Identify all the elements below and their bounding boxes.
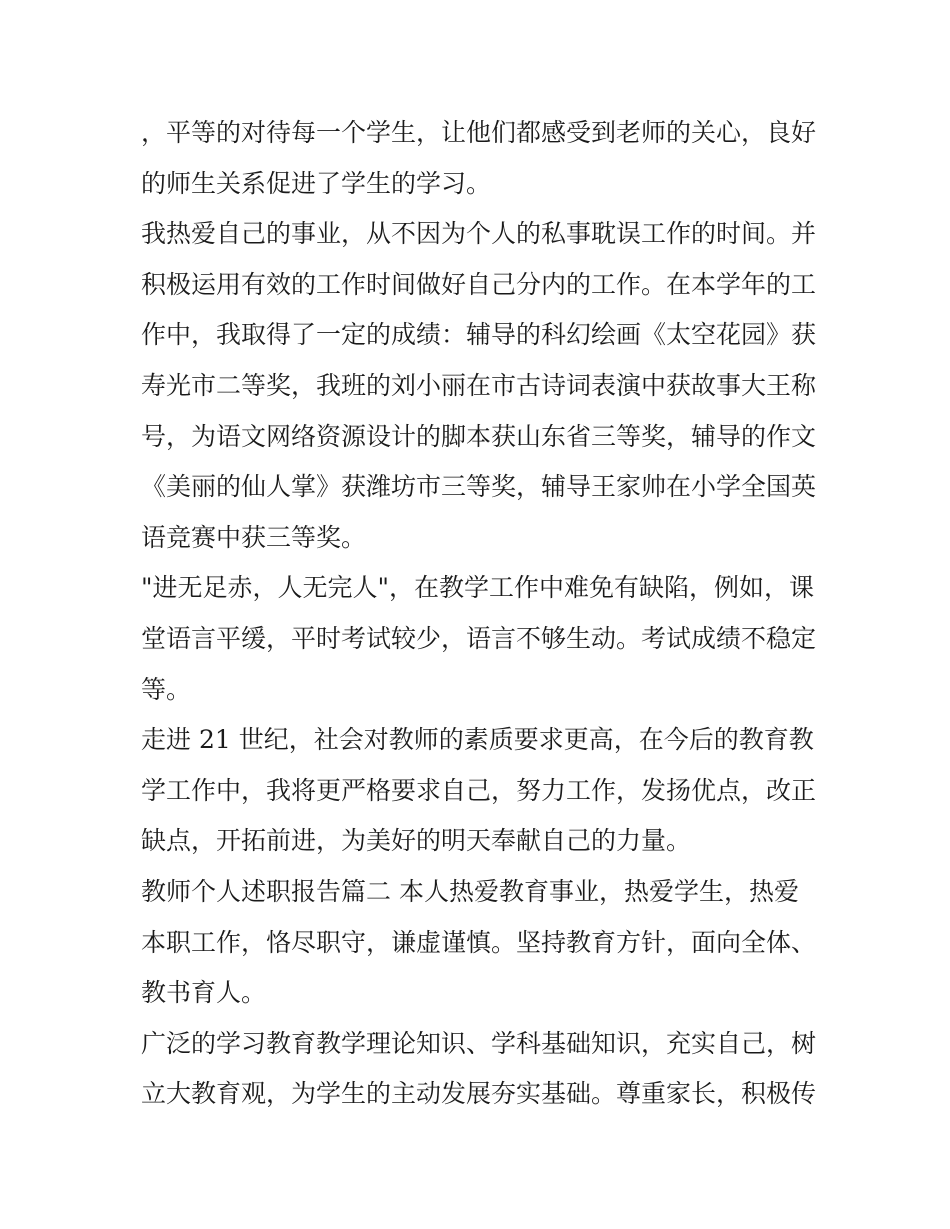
text-line: 广泛的学习教育教学理论知识、学科基础知识，充实自己，树 — [141, 1028, 817, 1058]
text-line: 我热爱自己的事业，从不因为个人的私事耽误工作的时间。并 — [141, 219, 817, 249]
text-line: ，平等的对待每一个学生，让他们都感受到老师的关心，良好 — [141, 118, 817, 147]
text-line: 等。 — [141, 674, 192, 704]
text-line: 本职工作，恪尽职守，谦虚谨慎。坚持教育方针，面向全体、 — [141, 927, 817, 957]
text-line: 教书育人。 — [141, 978, 267, 1008]
text-line: 《美丽的仙人掌》获潍坊市三等奖，辅导王家帅在小学全国英 — [141, 472, 817, 502]
text-line: "进无足赤，人无完人"，在教学工作中难免有缺陷，例如，课 — [141, 573, 815, 603]
text-line: 号，为语文网络资源设计的脚本获山东省三等奖，辅导的作文 — [141, 421, 817, 451]
text-line: 积极运用有效的工作时间做好自己分内的工作。在本学年的工 — [141, 269, 817, 299]
text-line: 教师个人述职报告篇二 本人热爱教育事业，热爱学生，热爱 — [141, 876, 799, 906]
body-text — [141, 108, 821, 1120]
text-line: 的师生关系促进了学生的学习。 — [141, 168, 492, 198]
text-line: 语竞赛中获三等奖。 — [141, 522, 367, 552]
text-line: 走进 21 世纪，社会对教师的素质要求更高，在今后的教育教 — [141, 725, 814, 755]
text-line: 立大教育观，为学生的主动发展夯实基础。尊重家长，积极传 — [141, 1079, 817, 1109]
text-line: 缺点，开拓前进，为美好的明天奉献自己的力量。 — [141, 826, 692, 856]
text-line: 堂语言平缓，平时考试较少，语言不够生动。考试成绩不稳定 — [141, 623, 817, 653]
text-line: 学工作中，我将更严格要求自己，努力工作，发扬优点，改正 — [141, 775, 817, 805]
text-line: 作中，我取得了一定的成绩：辅导的科幻绘画《太空花园》获 — [141, 320, 817, 350]
text-line: 寿光市二等奖，我班的刘小丽在市古诗词表演中获故事大王称 — [141, 370, 817, 400]
